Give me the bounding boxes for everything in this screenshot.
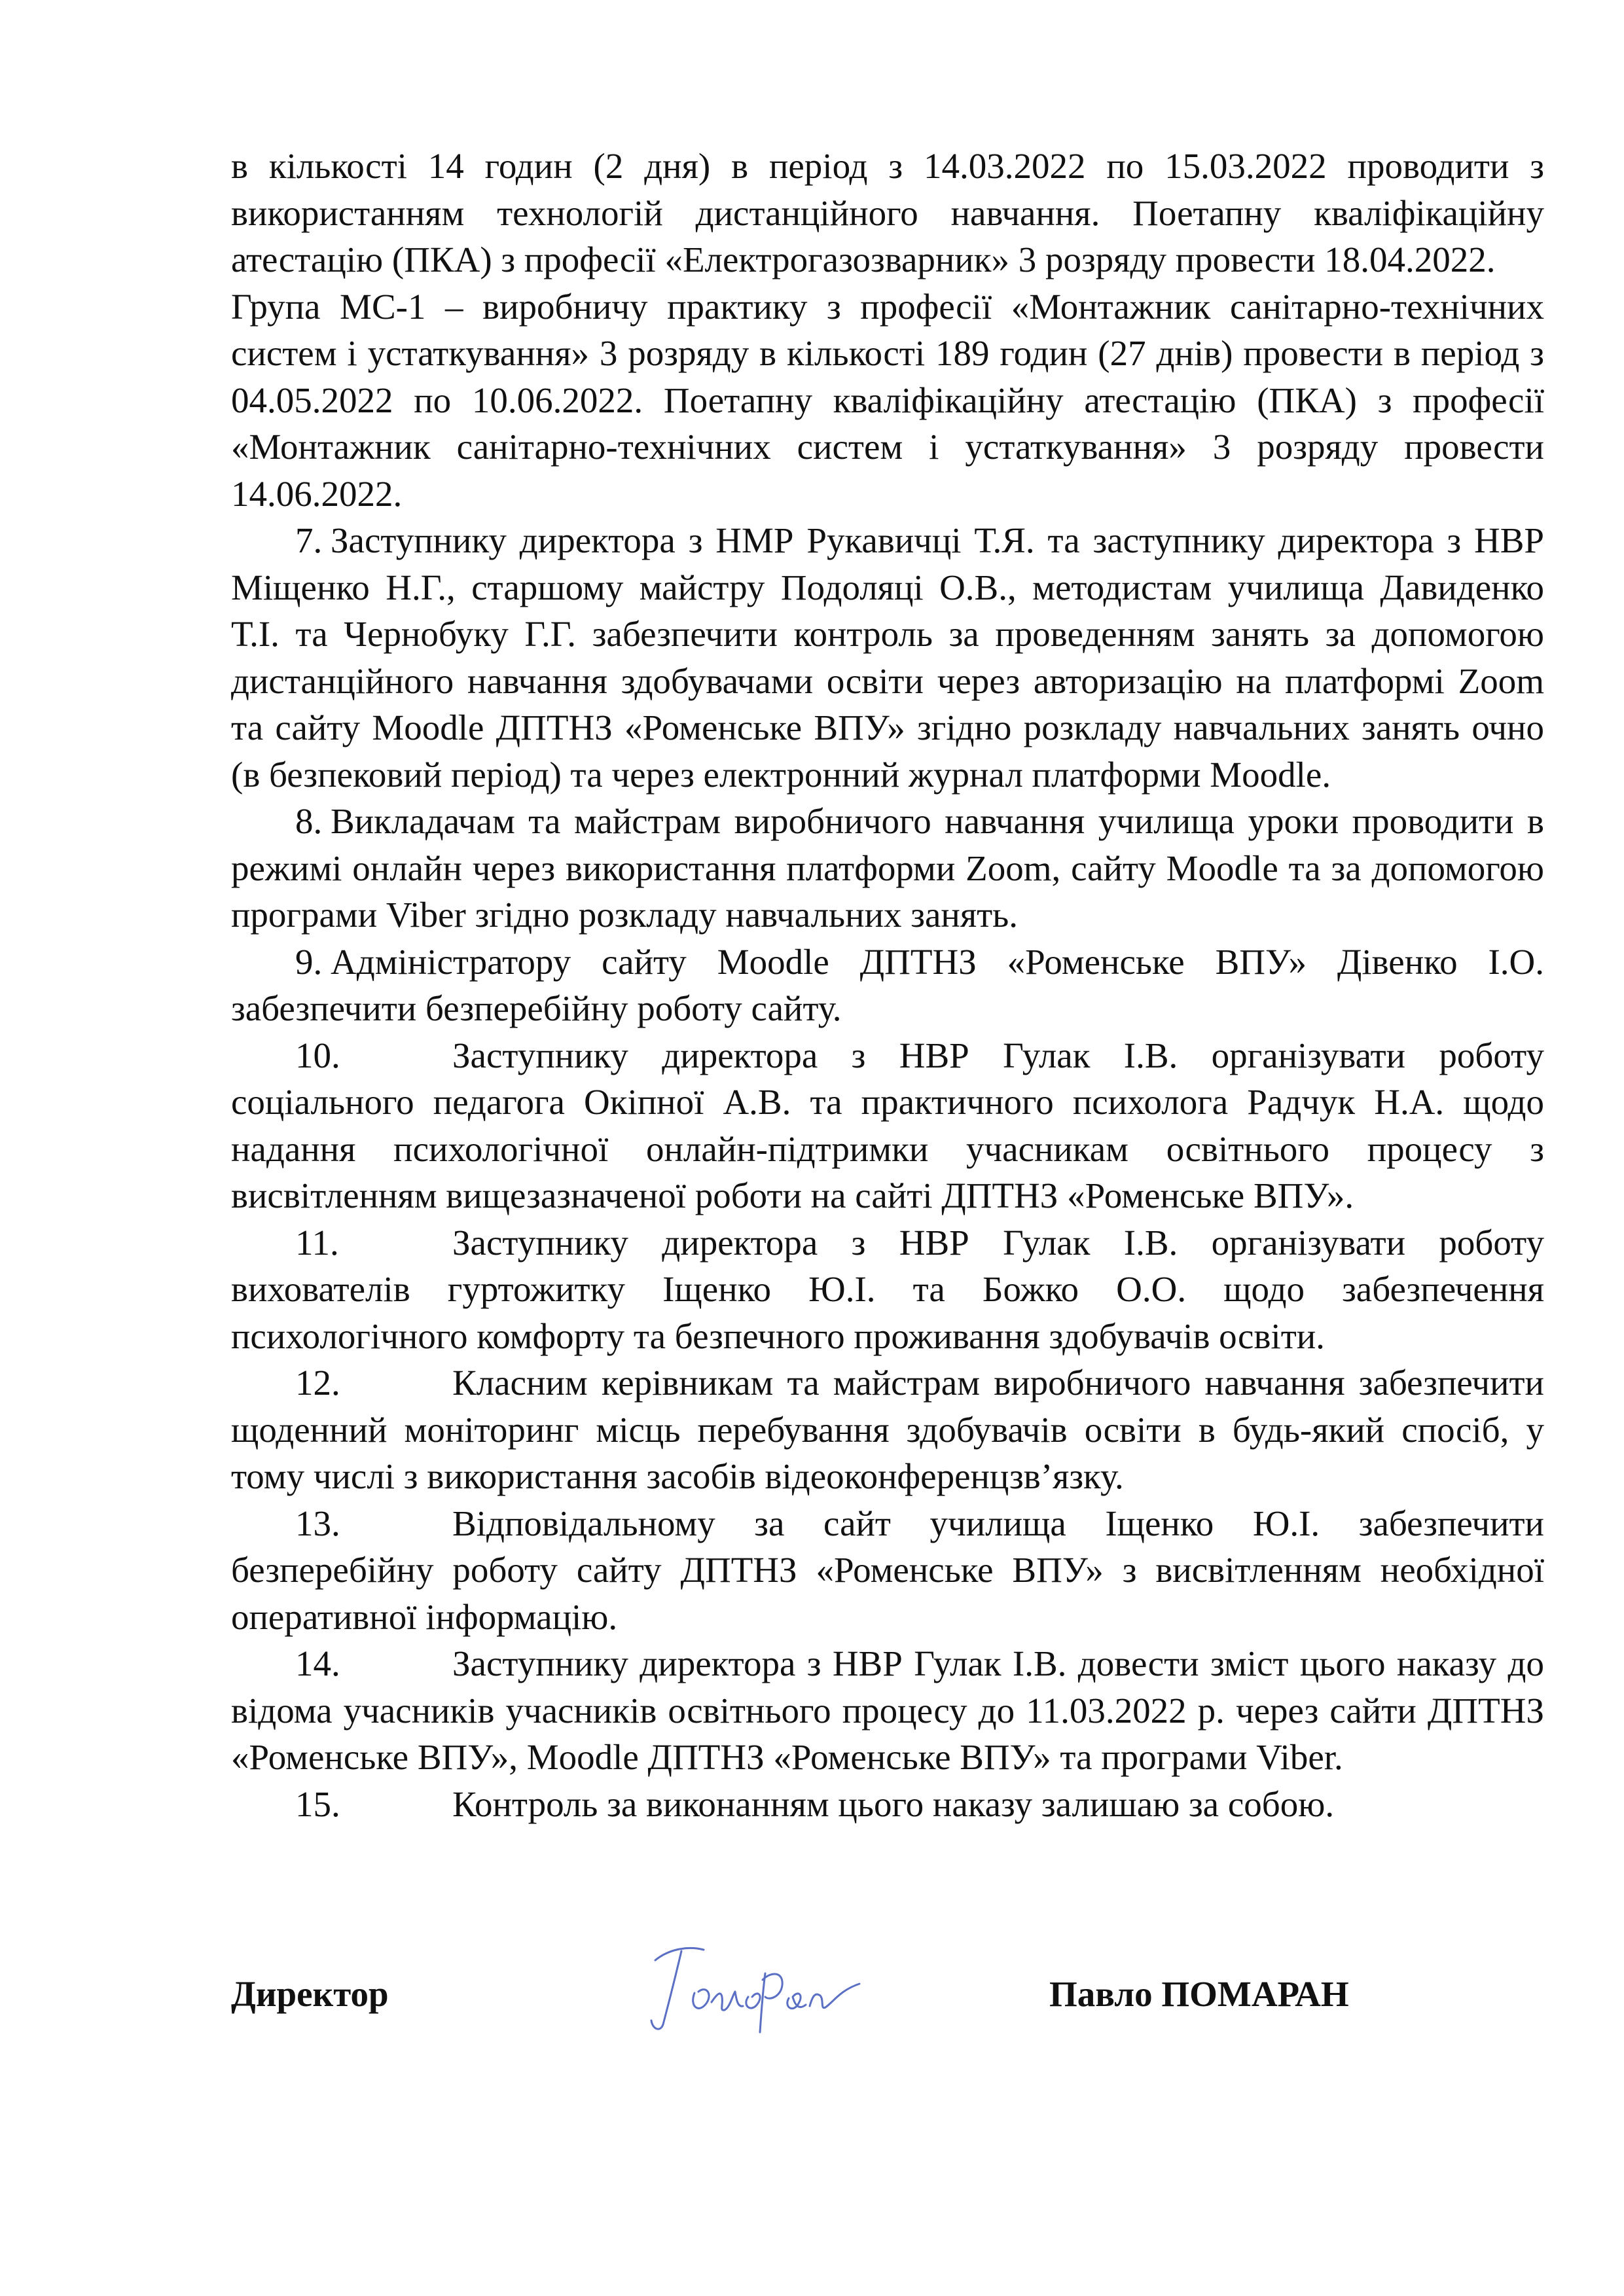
item-number: 10. bbox=[295, 1035, 340, 1075]
order-item-8 bbox=[231, 798, 1544, 939]
order-item-15 bbox=[231, 1781, 1544, 1828]
item-number: 7. bbox=[295, 520, 323, 560]
item-text: Адміністратору сайту Moodle ДПТНЗ «Роменське ВПУ» Дівенко І.О. забезпечити безперебійну роботу сайту. bbox=[231, 941, 1544, 1028]
item-number: 13. bbox=[295, 1503, 340, 1543]
signature-block bbox=[231, 1934, 1544, 2065]
item-text: Заступнику директора з НМР Рукавичці Т.Я. та заступнику директора з НВР Міщенко Н.Г., старшому майстру Подоляці О.В., методистам училища Давиденко Т.І. та Чернобуку Г.Г. забезпечити контроль за проведенням занять за допомогою дистанційного навчання здобувачами освіти через авторизацію на платформі Zoom та сайту Moodle ДПТНЗ «Роменське ВПУ» згідно розкладу навчальних занять очно (в безпековий період) та через електронний журнал платформи Moodle. bbox=[231, 520, 1544, 795]
paragraph-group-ms1: Група МС-1 – виробничу практику з професії «Монтажник санітарно-технічних систем і устаткування» 3 розряду в кількості 189 годин (27 днів) провести в період з 04.05.2022 по 10.06.2022. Поетапну кваліфікаційну атестацію (ПКА) з професії «Монтажник санітарно-технічних систем і устаткування» 3 розряду провести 14.06.2022. bbox=[231, 286, 1544, 514]
item-number: 11. bbox=[295, 1222, 339, 1263]
order-item-11 bbox=[231, 1219, 1544, 1360]
signatory-name: Павло ПОМАРАН bbox=[1049, 1974, 1349, 2014]
item-number: 8. bbox=[295, 801, 323, 841]
item-text: Відповідальному за сайт училища Іщенко Ю.І. забезпечити безперебійну роботу сайту ДПТНЗ «Роменське ВПУ» з висвітленням необхідної оперативної інформацію. bbox=[231, 1503, 1544, 1637]
item-text: Викладачам та майстрам виробничого навчання училища уроки проводити в режимі онлайн через використання платформи Zoom, сайту Moodle та за допомогою програми Viber згідно розкладу навчальних занять. bbox=[231, 801, 1544, 935]
paragraph-practice-continuation: в кількості 14 годин (2 дня) в період з 14.03.2022 по 15.03.2022 проводити з використанням технологій дистанційного навчання. Поетапну кваліфікаційну атестацію (ПКА) з професії «Електрогазозварник» 3 розряду провести 18.04.2022. bbox=[231, 146, 1544, 279]
item-text: Заступнику директора з НВР Гулак І.В. організувати роботу вихователів гуртожитку Іщенко Ю.І. та Божко О.О. щодо забезпечення психологічного комфорту та безпечного проживання здобувачів освіти. bbox=[231, 1222, 1544, 1356]
item-text: Заступнику директора з НВР Гулак І.В. організувати роботу соціального педагога Окіпної А.В. та практичного психолога Радчук Н.А. щодо надання психологічної онлайн-підтримки учасникам освітнього процесу з висвітленням вищезазначеної роботи на сайті ДПТНЗ «Роменське ВПУ». bbox=[231, 1035, 1544, 1215]
item-number: 14. bbox=[295, 1643, 340, 1683]
order-item-13 bbox=[231, 1500, 1544, 1641]
item-text: Контроль за виконанням цього наказу залишаю за собою. bbox=[452, 1784, 1335, 1824]
order-item-7 bbox=[231, 517, 1544, 798]
handwritten-signature bbox=[643, 1934, 879, 2039]
order-item-14 bbox=[231, 1640, 1544, 1781]
document-body bbox=[231, 143, 1544, 1827]
signatory-title: Директор bbox=[231, 1974, 389, 2014]
order-item-12 bbox=[231, 1359, 1544, 1500]
order-item-10 bbox=[231, 1032, 1544, 1219]
item-text: Заступнику директора з НВР Гулак І.В. довести зміст цього наказу до відома учасників учасників освітнього процесу до 11.03.2022 р. через сайти ДПТНЗ «Роменське ВПУ», Moodle ДПТНЗ «Роменське ВПУ» та програми Viber. bbox=[231, 1643, 1544, 1777]
item-text: Класним керівникам та майстрам виробничого навчання забезпечити щоденний моніторинг місць перебування здобувачів освіти в будь-який спосіб, у тому числі з використання засобів відеоконференцзв’язку. bbox=[231, 1363, 1544, 1496]
item-number: 12. bbox=[295, 1363, 340, 1403]
item-number: 15. bbox=[295, 1784, 340, 1824]
order-item-9 bbox=[231, 939, 1544, 1032]
item-number: 9. bbox=[295, 941, 323, 982]
